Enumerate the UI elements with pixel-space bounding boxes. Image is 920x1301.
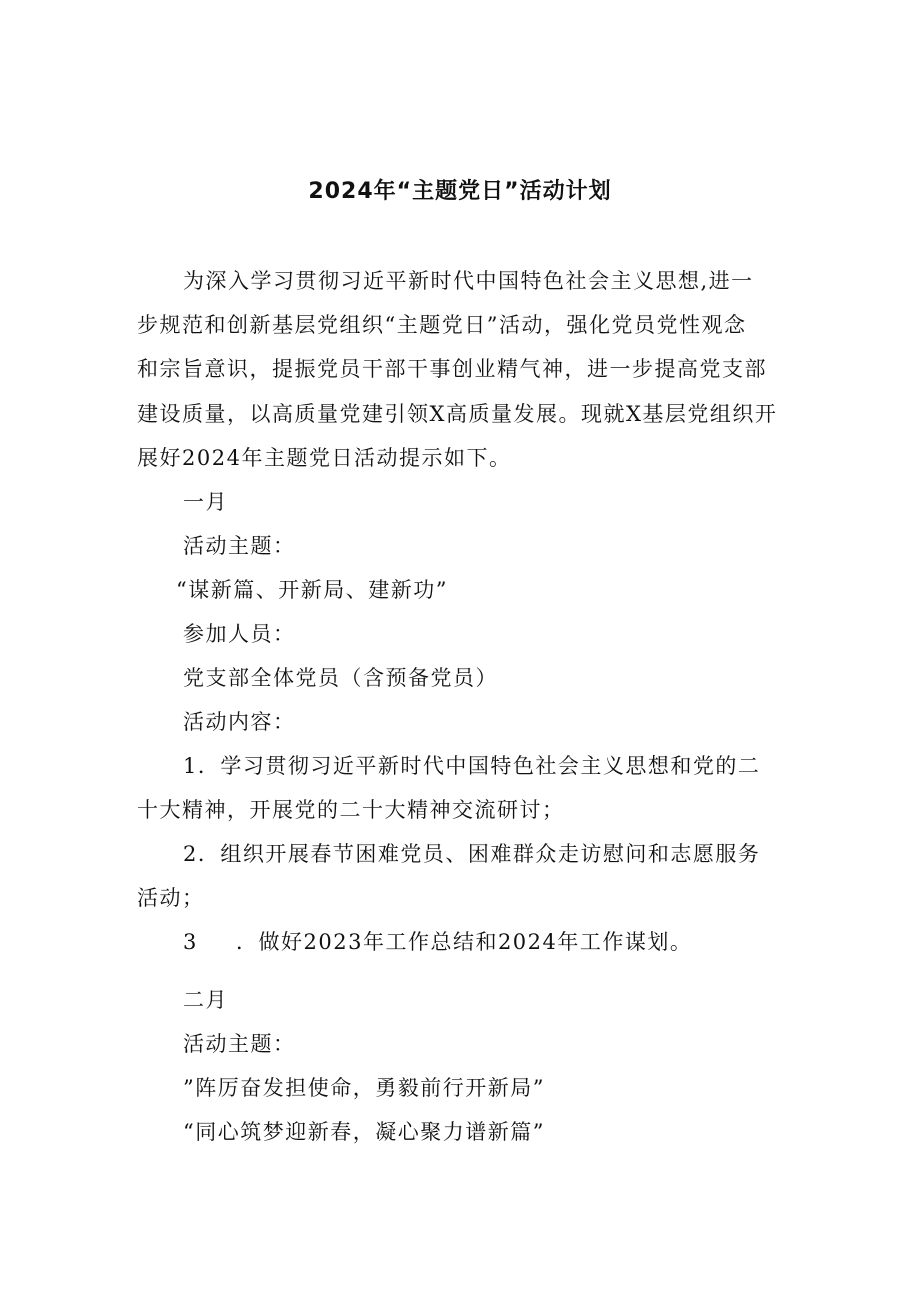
content-item-2-line-1: 2．组织开展春节困难党员、困难群众走访慰问和志愿服务	[183, 842, 761, 866]
document-title: 2024年“主题党日”活动计划	[308, 179, 612, 204]
content-item-3-number: 3	[183, 930, 198, 954]
february-theme-2: “同心筑梦迎新春，凝心聚力谱新篇”	[183, 1120, 545, 1144]
content-item-1-line-2: 十大精神，开展党的二十大精神交流研讨；	[137, 798, 565, 822]
content-label: 活动内容：	[183, 710, 296, 734]
intro-line-5: 展好2024年主题党日活动提示如下。	[137, 446, 512, 470]
content-item-3-text: ．做好2023年工作总结和2024年工作谋划。	[236, 930, 693, 954]
intro-line-2: 步规范和创新基层党组织“主题党日”活动，强化党员党性观念	[137, 313, 747, 337]
content-item-2-line-2: 活动；	[137, 886, 205, 910]
february-theme-label: 活动主题：	[183, 1032, 296, 1056]
month-heading-february: 二月	[183, 988, 228, 1012]
participants-text: 党支部全体党员（含预备党员）	[183, 666, 498, 690]
intro-line-1: 为深入学习贯彻习近平新时代中国特色社会主义思想,进一	[183, 269, 754, 293]
theme-text: “谋新篇、开新局、建新功”	[176, 578, 448, 602]
intro-line-4: 建设质量，以高质量党建引领X高质量发展。现就X基层党组织开	[137, 402, 778, 426]
theme-label: 活动主题：	[183, 534, 296, 558]
content-item-1-line-1: 1．学习贯彻习近平新时代中国特色社会主义思想和党的二	[183, 754, 761, 778]
month-heading-january: 一月	[183, 490, 228, 514]
intro-line-3: 和宗旨意识，提振党员干部干事创业精气神，进一步提高党支部	[137, 357, 767, 381]
february-theme-1: ”阵厉奋发担使命，勇毅前行开新局”	[183, 1076, 545, 1100]
participants-label: 参加人员：	[183, 622, 296, 646]
